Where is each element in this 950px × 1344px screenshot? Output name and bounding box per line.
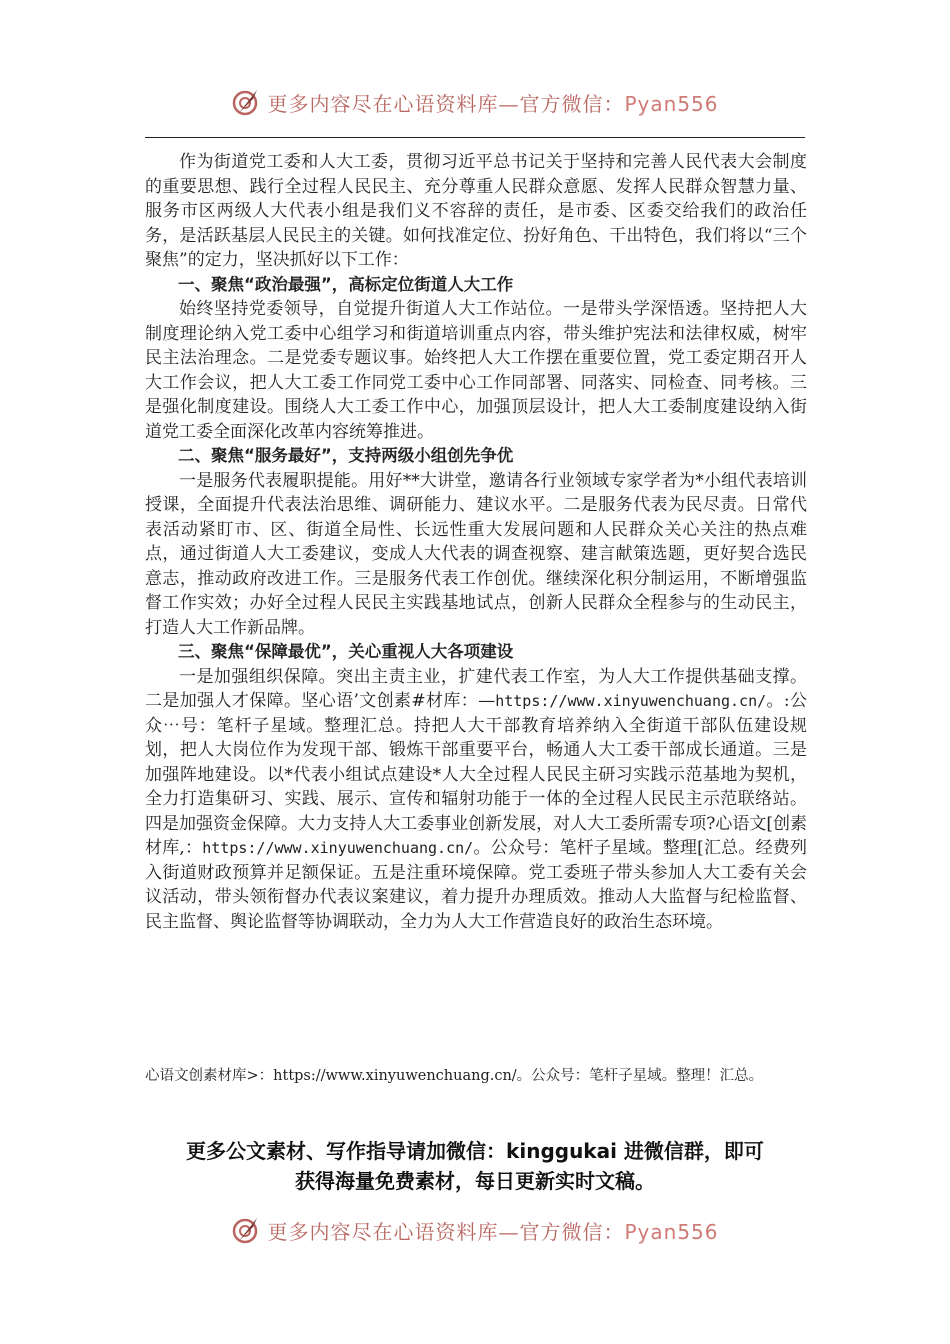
promo-line-2: 获得海量免费素材，每日更新实时文稿。 <box>295 1169 655 1193</box>
banner-wechat-id: Pyan556 <box>624 91 719 116</box>
quill-logo-icon <box>231 87 261 117</box>
promo-block <box>0 1136 950 1196</box>
banner-text: 更多内容尽在心语资料库—官方微信：Pyan556 <box>267 1219 719 1244</box>
source-link-2[interactable]: https://www.xinyuwenchuang.cn/ <box>202 839 474 857</box>
section-3-paragraph <box>145 665 807 935</box>
section-3-text-a: 一是加强组织保障。突出主责主业，扩建代表工作室，为人大工作提供基础支撑。二是加强人才保障。坚心语’文创素#材库：— <box>145 666 807 711</box>
quill-logo-icon <box>231 1215 261 1245</box>
source-note: 心语文创素材库>：https://www.xinyuwenchuang.cn/。公众号：笔杆子星域。整理！汇总。 <box>145 1068 764 1084</box>
section-3-text-b: 。:公众⋯号：笔杆子星域。整理汇总。持把人大干部教育培养纳入全街道干部队伍建设规划，把人大岗位作为发现干部、锻炼干部重要平台，畅通人大工委干部成长通道。三是加强阵地建设。以*代表小组试点建设*人大全过程人民民主研习实践示范基地为契机，全力打造集研习、实践、展示、宣传和辐射功能于一体的全过程人民民主示范联络站。四是加强资金保障。大力支持人大工委事业创新发展，对人大工委所需专项?心语文[创素材库,： <box>145 691 807 858</box>
section-3-text-c: 。公众号：笔杆子星域。整理[汇总。经费列入街道财政预算并足额保证。五是注重环境保障。党工委班子带头参加人大工委有关会议活动，带头领衔督办代表议案建议，着力提升办理质效。推动人大监督与纪检监督、民主监督、舆论监督等协调联动，全力为人大工作营造良好的政治生态环境。 <box>145 838 807 932</box>
source-link-1[interactable]: https://www.xinyuwenchuang.cn/ <box>495 692 767 710</box>
section-2-paragraph: 一是服务代表履职提能。用好**大讲堂，邀请各行业领域专家学者为*小组代表培训授课，全面提升代表法治思维、调研能力、建议水平。二是服务代表为民尽责。日常代表活动紧盯市、区、街道全局性、长远性重大发展问题和人民群众关心关注的热点难点，通过街道人大工委建议，变成人大代表的调查视察、建言献策选题，更好契合选民意志，推动政府改进工作。三是服务代表工作创优。继续深化积分制运用，不断增强监督工作实效；办好全过程人民民主实践基地试点，创新人民群众全程参与的生动民主，打造人大工作新品牌。 <box>145 470 807 638</box>
section-1-paragraph: 始终坚持党委领导，自觉提升街道人大工作站位。一是带头学深悟透。坚持把人大制度理论纳入党工委中心组学习和街道培训重点内容，带头维护宪法和法律权威，树牢民主法治理念。二是党委专题议事。始终把人大工作摆在重要位置，党工委定期召开人大工作会议，把人大工委工作同党工委中心工作同部署、同落实、同检查、同考核。三是强化制度建设。围绕人大工委工作中心，加强顶层设计，把人大工委制度建设纳入街道党工委全面深化改革内容统筹推进。 <box>145 299 807 442</box>
section-2-heading: 二、聚焦“服务最好”，支持两级小组创先争优 <box>178 446 514 465</box>
header-divider <box>145 137 805 138</box>
banner-text: 更多内容尽在心语资料库—官方微信：Pyan556 <box>267 91 719 116</box>
intro-paragraph: 作为街道党工委和人大工委，贯彻习近平总书记关于坚持和完善人民代表大会制度的重要思想、践行全过程人民民主、充分尊重人民群众意愿、发挥人民群众智慧力量、服务市区两级人大代表小组是我们义不容辞的责任，是市委、区委交给我们的政治任务，是活跃基层人民民主的关键。如何找准定位、扮好角色、干出特色，我们将以“三个聚焦”的定力，坚决抓好以下工作： <box>145 152 807 270</box>
banner-wechat-id: Pyan556 <box>624 1219 719 1244</box>
section-1-heading: 一、聚焦“政治最强”，高标定位街道人大工作 <box>178 274 514 294</box>
header-banner <box>0 82 950 122</box>
footer-banner <box>0 1210 950 1250</box>
section-3-heading: 三、聚焦“保障最优”，关心重视人大各项建设 <box>178 642 514 661</box>
document-body <box>145 150 807 934</box>
promo-line-1: 更多公文素材、写作指导请加微信：kinggukai 进微信群，即可 <box>186 1139 764 1163</box>
